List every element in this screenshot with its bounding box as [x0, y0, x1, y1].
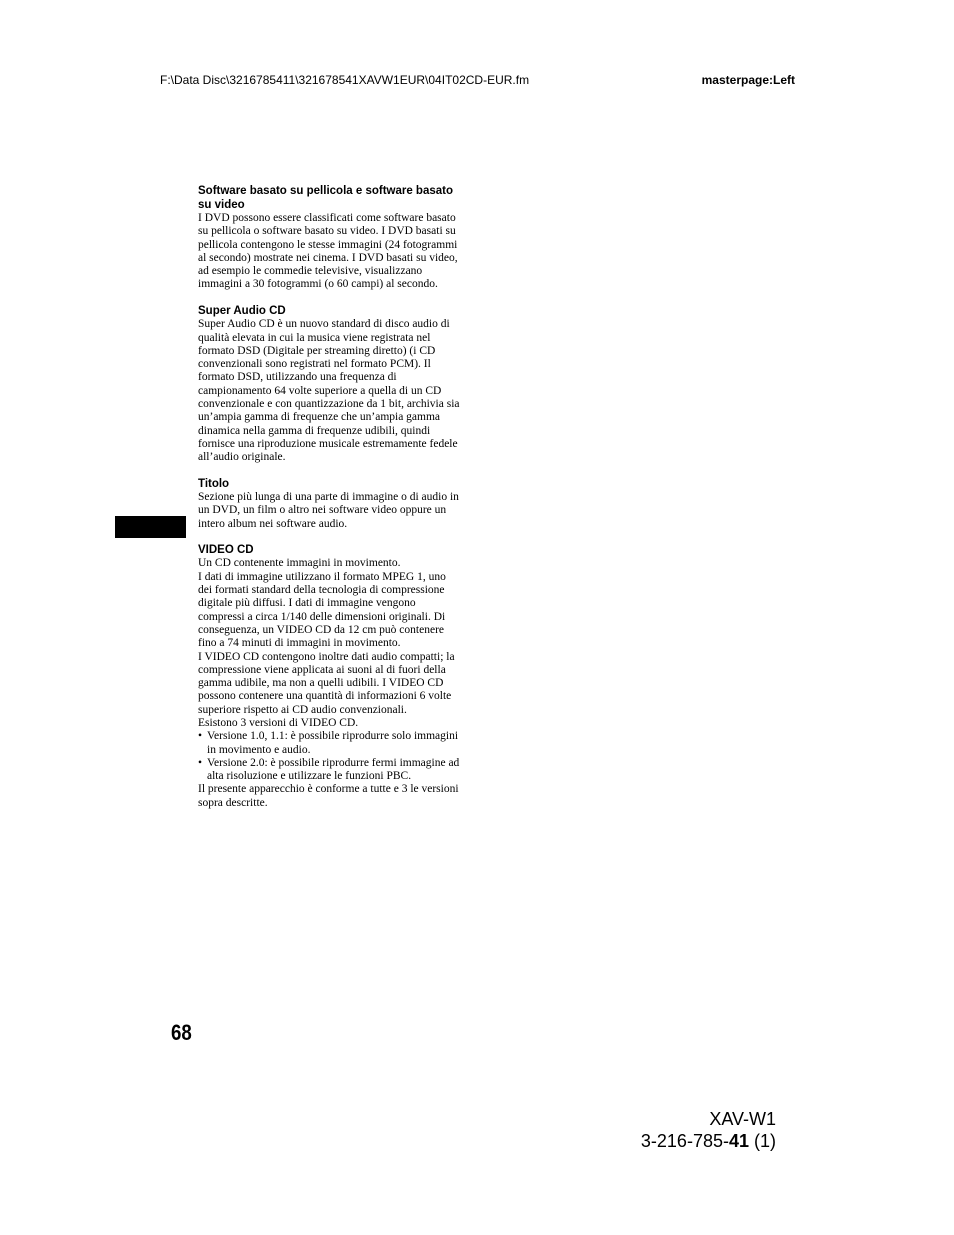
section-paragraph: Esistono 3 versioni di VIDEO CD.: [198, 717, 359, 729]
part-number: [641, 1130, 776, 1152]
section-paragraph: I VIDEO CD contengono inoltre dati audio compatti; la compressione viene applicata ai suoni al di fuori della gamma udibile, ma non a quelli udibili. I VIDEO CD possono contenere una quantità di informazioni 6 volte superiore rispetto ai CD audio convenzionali.: [198, 650, 455, 716]
section-tab-marker: [115, 516, 186, 538]
section-paragraph: Sezione più lunga di una parte di immagine o di audio in un DVD, un film o altro nei software video oppure un intero album nei software audio.: [198, 491, 459, 530]
section-title: Super Audio CD: [198, 304, 286, 317]
section-titolo: [198, 478, 460, 531]
section-video-cd: [198, 544, 460, 810]
page-number: 68: [171, 1020, 192, 1045]
section-paragraph: I DVD possono essere classificati come software basato su pellicola o software basato su video. I DVD basati su pellicola contengono le stesse immagini (24 fotogrammi al secondo) mostrate nei cinema. I DVD basati su video, ad esempio le commedie televisive, visualizzano immagini a 30 fotogrammi (o 60 campi) al secondo.: [198, 212, 458, 291]
part-number-suffix: (1): [749, 1131, 776, 1151]
section-paragraph: Super Audio CD è un nuovo standard di disco audio di qualità elevata in cui la musica viene registrata nel formato DSD (Digitale per streaming diretto) (i CD convenzionali sono registrati nel formato PCM). Il formato DSD, utilizzando una frequenza di campionamento 64 volte superiore a quella di un CD convenzionale e con quantizzazione da 1 bit, archivia sia un’ampia gamma di frequenze che un’ampia gamma dinamica nella gamma di frequenze udibili, quindi fornisce una riproduzione musicale estremamente fedele all’audio originale.: [198, 318, 460, 464]
version-list: [198, 730, 460, 783]
section-paragraph: I dati di immagine utilizzano il formato MPEG 1, uno dei formati standard della tecnologia di compressione digitale più diffusi. I dati di immagine vengono compressi a circa 1/140 delle dimensioni originali. Di conseguenza, un VIDEO CD da 12 cm può contenere fino a 74 minuti di immagini in movimento.: [198, 570, 446, 650]
list-item: • Versione 2.0: è possibile riprodurre fermi immagine ad alta risoluzione e utilizzare le funzioni PBC.: [198, 757, 460, 784]
section-film-video-software: [198, 185, 460, 292]
section-title: Titolo: [198, 477, 230, 490]
part-number-prefix: 3-216-785-: [640, 1131, 729, 1151]
part-number-bold: 41: [728, 1131, 749, 1151]
section-title: VIDEO CD: [198, 543, 254, 556]
section-paragraph: Il presente apparecchio è conforme a tutte e 3 le versioni sopra descritte.: [198, 783, 459, 809]
header-file-path: F:\Data Disc\3216785411\321678541XAVW1EUR\04IT02CD-EUR.fm: [160, 73, 530, 87]
section-title: Software basato su pellicola e software basato su video: [198, 185, 453, 211]
section-paragraph: Un CD contenente immagini in movimento.: [198, 557, 401, 570]
model-name: XAV-W1: [709, 1109, 776, 1129]
list-item: • Versione 1.0, 1.1: è possibile riprodurre solo immagini in movimento e audio.: [198, 730, 460, 757]
header-masterpage: masterpage:Left: [701, 73, 795, 87]
section-super-audio-cd: [198, 305, 460, 465]
glossary-column: [198, 185, 460, 823]
